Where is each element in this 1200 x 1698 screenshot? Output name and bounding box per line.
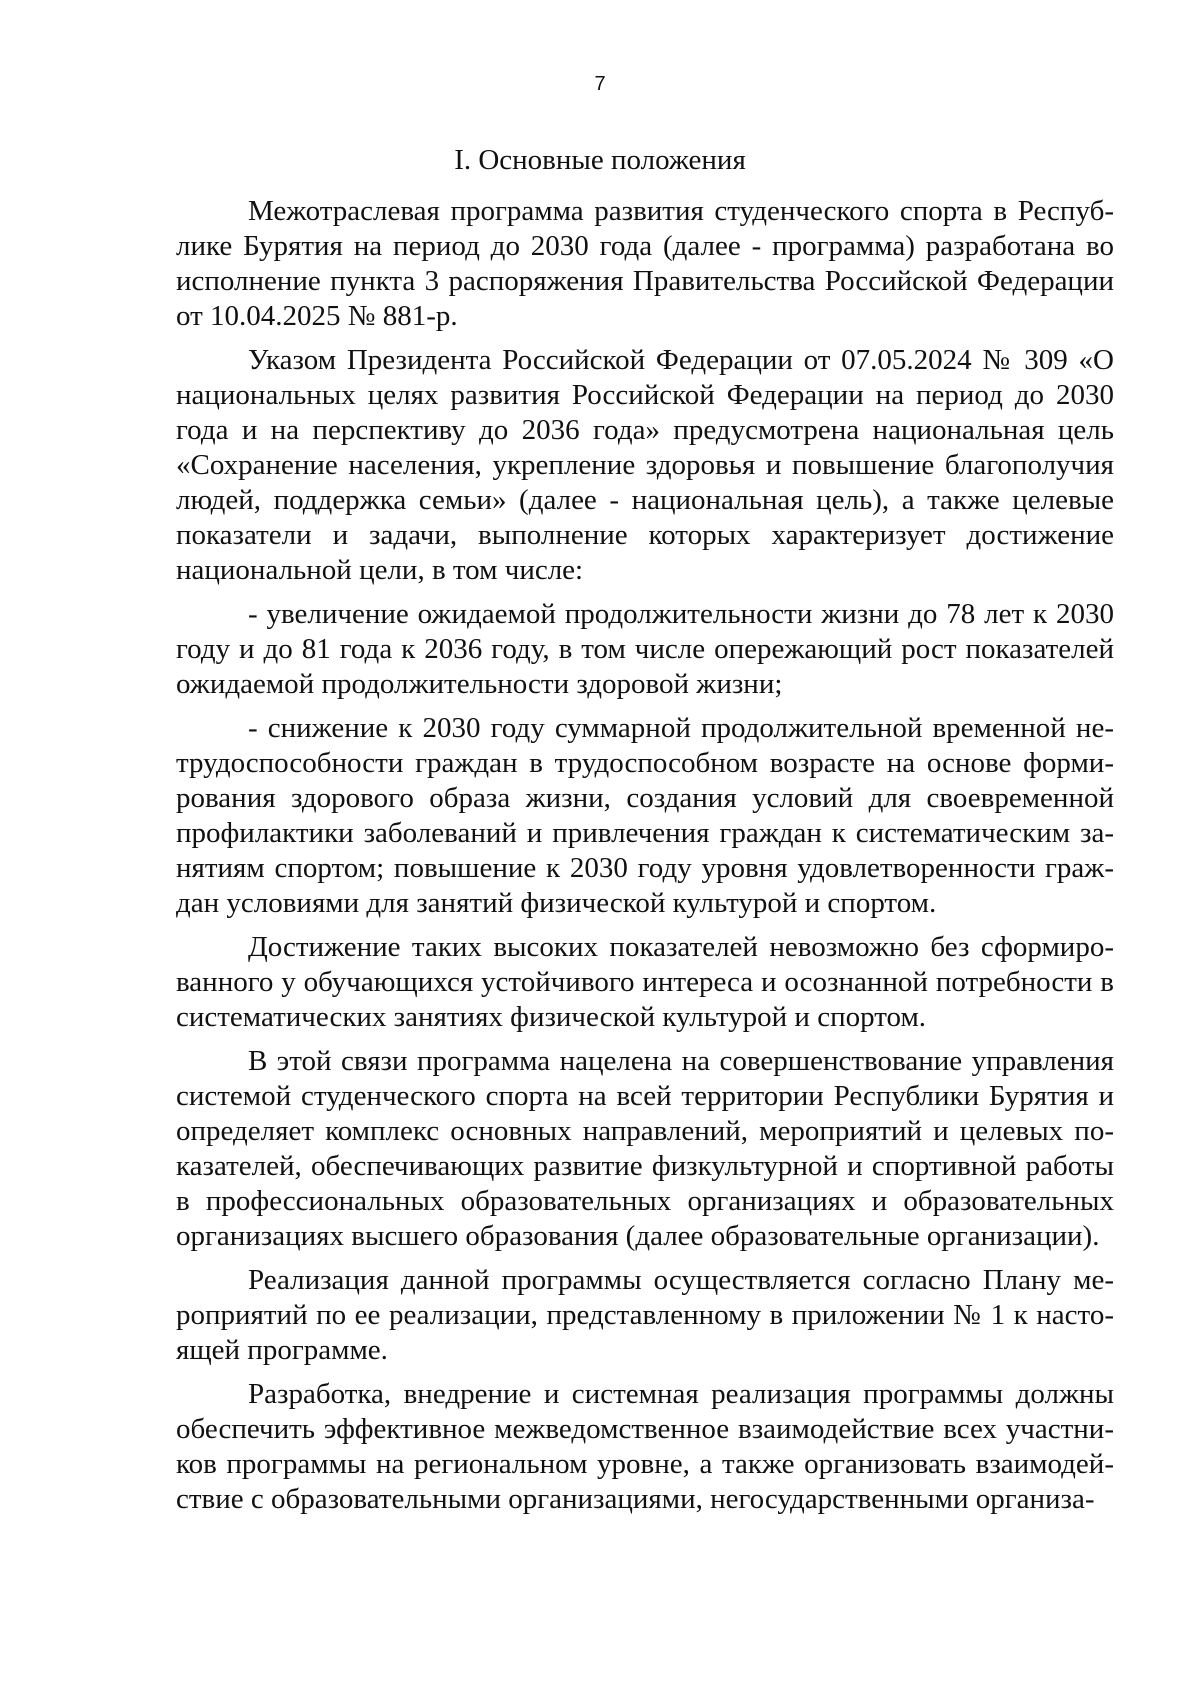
paragraph-presidential-decree: Указом Президента Российской Федерации от 07.05.2024 № 309 «О национальных целях развития Российской Федерации на период до 2030 года и на перспективу до 2036 года» предусмотрена национальная цель «Сохранение населения, укрепление здоровья и повышение благополучия людей, поддержка семьи» (далее - национальная цель), а также целевые показатели и задачи, выполнение которых характеризует достижение национальной цели, в том числе: (176, 344, 1114, 586)
paragraph-life-expectancy-item: - увеличение ожидаемой продолжительности жизни до 78 лет к 2030 году и до 81 года к 2036 году, в том числе опережающий рост показателей ожидаемой продолжительности здоровой жизни; (176, 598, 1114, 700)
paragraph-program-purpose: Межотраслевая программа развития студенческого спорта в Республике Бурятия на период до 2030 года (далее - программа) разработана во исполнение пункта 3 распоряжения Правительства Российской Федерации от 10.04.2025 № 881-р. (176, 195, 1114, 332)
page-number: 7 (594, 73, 606, 95)
paragraph-implementation: Реализация данной программы осуществляется согласно Плану мероприятий по ее реализации, представленному в приложении № 1 к настоящей программе. (176, 1264, 1114, 1366)
document-body (176, 194, 1114, 1517)
section-title: I. Основные положения (454, 144, 746, 176)
paragraph-development: Разработка, внедрение и системная реализация программы должны обеспечить эффективное межведомственное взаимодействие всех участников программы на региональном уровне, а также организовать взаимодействие с образовательными организациями, негосударственными организа- (176, 1378, 1114, 1515)
paragraph-disability-reduction-item: - снижение к 2030 году суммарной продолжительной временной нетрудоспособности граждан в трудоспособном возрасте на основе формирования здорового образа жизни, создания условий для своевременной профилактики заболеваний и привлечения граждан к систематическим занятиям спортом; повышение к 2030 году уровня удовлетворенности граждан условиями для занятий физической культурой и спортом. (176, 712, 1114, 919)
paragraph-program-aims: В этой связи программа нацелена на совершенствование управления системой студенческого спорта на всей территории Республики Бурятия и определяет комплекс основных направлений, мероприятий и целевых показателей, обеспечивающих развитие физкультурной и спортивной работы в профессиональных образовательных организациях и образовательных организациях высшего образования (далее образовательные организации). (176, 1045, 1114, 1252)
paragraph-achievement: Достижение таких высоких показателей невозможно без сформированного у обучающихся устойчивого интереса и осознанной потребности в систематических занятиях физической культурой и спортом. (176, 931, 1114, 1033)
